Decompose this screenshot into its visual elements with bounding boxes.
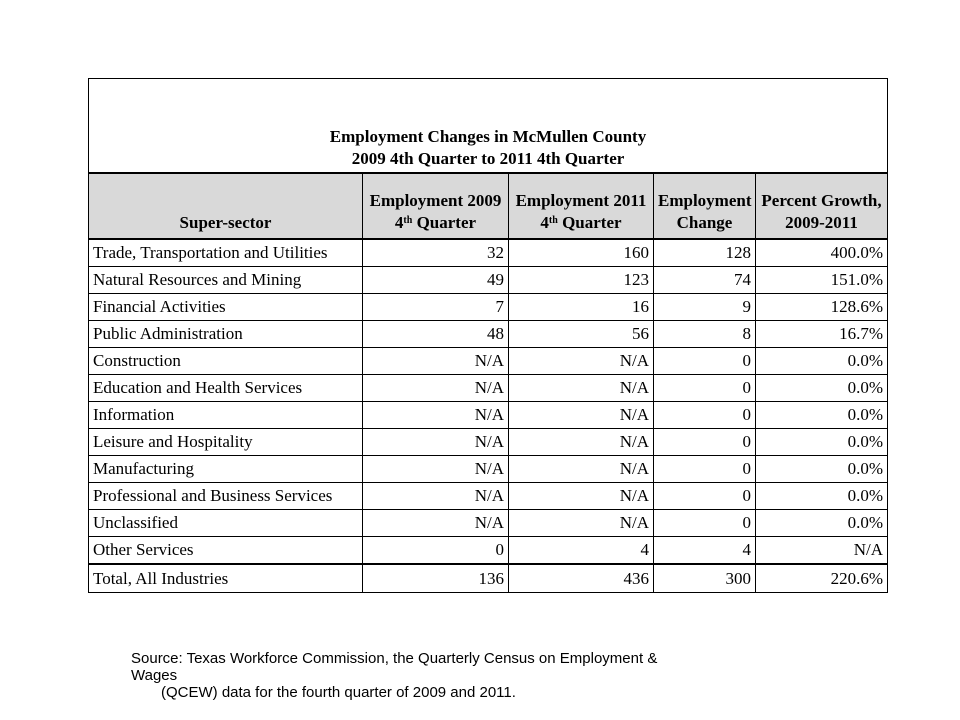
cell-emp2011: 160 — [509, 239, 654, 267]
header-emp2011-line1: Employment 2011 — [515, 191, 647, 210]
cell-emp2009: N/A — [363, 375, 509, 402]
cell-emp2011: N/A — [509, 375, 654, 402]
table-title — [89, 79, 888, 174]
cell-emp2011: N/A — [509, 348, 654, 375]
cell-change: 4 — [654, 537, 756, 565]
cell-sector: Information — [89, 402, 363, 429]
table-row — [89, 321, 888, 348]
cell-pct: 400.0% — [756, 239, 888, 267]
cell-change: 0 — [654, 429, 756, 456]
cell-change: 0 — [654, 510, 756, 537]
header-sector: Super-sector — [89, 173, 363, 239]
header-emp2011-line2: 4th Quarter — [540, 213, 622, 232]
cell-emp2011: N/A — [509, 456, 654, 483]
cell-change: 0 — [654, 456, 756, 483]
cell-pct: 0.0% — [756, 429, 888, 456]
total-row — [89, 564, 888, 593]
cell-change: 0 — [654, 483, 756, 510]
cell-emp2009: 49 — [363, 267, 509, 294]
cell-sector: Leisure and Hospitality — [89, 429, 363, 456]
header-change-line1: Employment — [658, 191, 752, 210]
title-row — [89, 79, 888, 174]
cell-emp2009: 32 — [363, 239, 509, 267]
header-pct — [756, 173, 888, 239]
cell-emp2009: 0 — [363, 537, 509, 565]
cell-pct: 0.0% — [756, 375, 888, 402]
cell-pct: 0.0% — [756, 402, 888, 429]
cell-emp2009: N/A — [363, 348, 509, 375]
table-row — [89, 429, 888, 456]
cell-sector: Public Administration — [89, 321, 363, 348]
header-change — [654, 173, 756, 239]
cell-sector: Professional and Business Services — [89, 483, 363, 510]
cell-pct: 0.0% — [756, 348, 888, 375]
cell-emp2009: 7 — [363, 294, 509, 321]
cell-pct: 0.0% — [756, 456, 888, 483]
cell-change: 8 — [654, 321, 756, 348]
cell-pct: 151.0% — [756, 267, 888, 294]
cell-change: 0 — [654, 348, 756, 375]
table-row — [89, 294, 888, 321]
cell-sector: Trade, Transportation and Utilities — [89, 239, 363, 267]
source-line1: Source: Texas Workforce Commission, the Quarterly Census on Employment & — [131, 650, 658, 667]
cell-emp2011: 56 — [509, 321, 654, 348]
employment-changes-table — [88, 78, 888, 593]
cell-change: 0 — [654, 402, 756, 429]
cell-sector-total: Total, All Industries — [89, 564, 363, 593]
table-row — [89, 537, 888, 565]
header-emp2009 — [363, 173, 509, 239]
table-row — [89, 510, 888, 537]
employment-table-container — [88, 78, 887, 593]
header-pct-line2: 2009-2011 — [785, 213, 858, 232]
cell-emp2009: N/A — [363, 429, 509, 456]
cell-emp2009: N/A — [363, 456, 509, 483]
cell-emp2011: N/A — [509, 402, 654, 429]
header-emp2009-line2: 4th Quarter — [394, 213, 477, 232]
cell-change: 0 — [654, 375, 756, 402]
cell-emp2011: 123 — [509, 267, 654, 294]
cell-emp2011: 4 — [509, 537, 654, 565]
source-line3: (QCEW) data for the fourth quarter of 2009 and 2011. — [161, 684, 516, 701]
cell-pct: 128.6% — [756, 294, 888, 321]
cell-sector: Financial Activities — [89, 294, 363, 321]
cell-emp2011: N/A — [509, 510, 654, 537]
cell-emp2011: N/A — [509, 429, 654, 456]
header-pct-line1: Percent Growth, — [761, 191, 882, 210]
cell-pct: 16.7% — [756, 321, 888, 348]
cell-sector: Education and Health Services — [89, 375, 363, 402]
cell-emp2009: N/A — [363, 483, 509, 510]
cell-emp2011: 16 — [509, 294, 654, 321]
cell-change-total: 300 — [654, 564, 756, 593]
table-row — [89, 402, 888, 429]
cell-emp2009: 48 — [363, 321, 509, 348]
cell-sector: Natural Resources and Mining — [89, 267, 363, 294]
cell-sector: Manufacturing — [89, 456, 363, 483]
cell-emp2011-total: 436 — [509, 564, 654, 593]
cell-pct: 0.0% — [756, 510, 888, 537]
header-row — [89, 173, 888, 239]
cell-sector: Other Services — [89, 537, 363, 565]
cell-sector: Construction — [89, 348, 363, 375]
cell-sector: Unclassified — [89, 510, 363, 537]
table-row — [89, 267, 888, 294]
header-change-line2: Change — [676, 213, 733, 232]
cell-pct: 0.0% — [756, 483, 888, 510]
cell-change: 74 — [654, 267, 756, 294]
source-note — [131, 650, 831, 701]
cell-emp2009: N/A — [363, 402, 509, 429]
cell-change: 9 — [654, 294, 756, 321]
header-emp2009-line1: Employment 2009 — [369, 191, 502, 210]
table-row — [89, 456, 888, 483]
cell-change: 128 — [654, 239, 756, 267]
table-row — [89, 483, 888, 510]
table-row — [89, 375, 888, 402]
cell-pct: N/A — [756, 537, 888, 565]
header-emp2011 — [509, 173, 654, 239]
cell-emp2011: N/A — [509, 483, 654, 510]
cell-emp2009: N/A — [363, 510, 509, 537]
table-title-line1: Employment Changes in McMullen County — [329, 127, 647, 146]
cell-emp2009-total: 136 — [363, 564, 509, 593]
table-row — [89, 239, 888, 267]
table-row — [89, 348, 888, 375]
table-title-line2: 2009 4th Quarter to 2011 4th Quarter — [351, 149, 625, 168]
cell-pct-total: 220.6% — [756, 564, 888, 593]
source-line2: Wages — [131, 667, 178, 684]
